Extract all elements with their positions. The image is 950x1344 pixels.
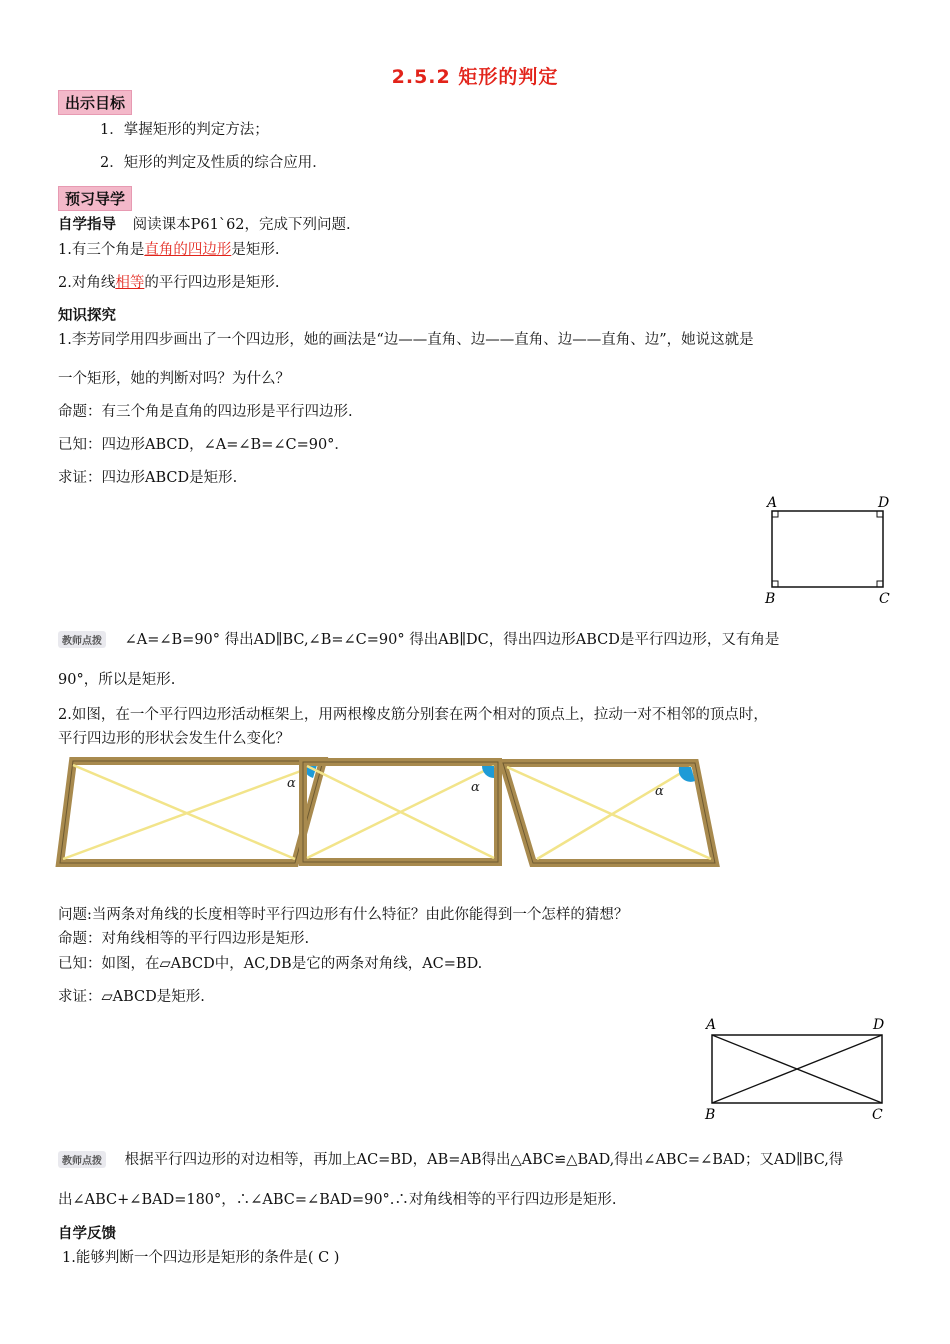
right-angle-mark-c [877, 581, 883, 587]
vertex-label-b: B [765, 591, 776, 607]
right-angle-mark-a [772, 511, 778, 517]
p2-prove: 求证：▱ABCD是矩形. [58, 989, 205, 1005]
explore-heading: 知识探究 [58, 308, 116, 324]
p1-prove: 求证：四边形ABCD是矩形. [58, 470, 238, 486]
vertex-label-a: A [767, 495, 778, 511]
self-study-text: 阅读课本P61`62，完成下列问题. [132, 217, 351, 233]
tip1-text-1: ∠A=∠B=90° 得出AD∥BC,∠B=∠C=90° 得出AB∥DC，得出四边形ABCD是平行四边形，又有角是 [124, 632, 780, 648]
vertex-label-c-2: C [872, 1107, 883, 1123]
teacher-tip-1-line1 [58, 628, 779, 649]
q2-answer: 相等 [115, 275, 145, 291]
teacher-tip-badge-2: 教师点拨 [58, 1151, 106, 1168]
p1-line1: 1.李芳同学用四步画出了一个四边形，她的画法是“边——直角、边——直角、边——直角、边”，她说这就是 [58, 332, 754, 348]
goal-item-1: 1．掌握矩形的判定方法； [100, 122, 269, 138]
frame-rectangle [303, 762, 498, 862]
angle-alpha-label-2: α [471, 780, 480, 795]
vertex-label-d-2: D [873, 1017, 885, 1033]
section-tag-preview: 预习导学 [58, 186, 132, 211]
p2-given: 已知：如图，在▱ABCD中，AC,DB是它的两条对角线，AC=BD. [58, 956, 483, 972]
p2-question: 问题:当两条对角线的长度相等时平行四边形有什么特征？由此你能得到一个怎样的猜想？ [58, 907, 629, 923]
goal-item-2: 2．矩形的判定及性质的综合应用． [100, 155, 327, 171]
preview-q2 [58, 271, 279, 292]
angle-alpha-label-3: α [655, 784, 664, 799]
teacher-tip-1-line2: 90°，所以是矩形. [58, 672, 176, 688]
section-tag-goals: 出示目标 [58, 90, 132, 115]
teacher-tip-badge: 教师点拨 [58, 631, 106, 648]
vertex-label-b-2: B [705, 1107, 716, 1123]
figure-rectangle-right-angles [755, 492, 900, 610]
frame-slanted-left [60, 761, 323, 863]
vertex-label-d: D [878, 495, 890, 511]
right-angle-mark-b [772, 581, 778, 587]
rectangle-abcd [772, 511, 883, 587]
q1-post: 是矩形. [231, 242, 280, 258]
feedback-q1: 1.能够判断一个四边形是矩形的条件是( C ) [62, 1250, 340, 1266]
p1-line2: 一个矩形，她的判断对吗？为什么？ [58, 371, 290, 387]
angle-alpha-label-1: α [287, 776, 296, 791]
q1-answer: 直角的四边形 [144, 242, 232, 258]
self-study-line [58, 213, 351, 234]
frame-slanted-right [503, 763, 715, 863]
vertex-label-c: C [879, 591, 890, 607]
q2-post: 的平行四边形是矩形. [144, 275, 280, 291]
feedback-heading: 自学反馈 [58, 1226, 116, 1242]
p1-given: 已知：四边形ABCD，∠A=∠B=∠C=90°． [58, 437, 349, 453]
teacher-tip-2-line2: 出∠ABC+∠BAD=180°，∴∠ABC=∠BAD=90°.∴对角线相等的平行四边形是矩形. [58, 1192, 617, 1208]
vertex-label-a-2: A [706, 1017, 717, 1033]
right-angle-mark-d [877, 511, 883, 517]
self-study-heading: 自学指导 [58, 217, 116, 233]
figure-parallelogram-frames [55, 755, 725, 870]
preview-q1 [58, 238, 279, 259]
figure-rectangle-diagonals [700, 1013, 900, 1125]
q1-pre: 1.有三个角是 [58, 242, 145, 258]
tip2-text-1: 根据平行四边形的对边相等，再加上AC=BD，AB=AB得出△ABC≌△BAD,得出∠ABC=∠BAD；又AD∥BC,得 [124, 1152, 844, 1168]
p2-proposition: 命题：对角线相等的平行四边形是矩形. [58, 931, 310, 947]
page-title: 2.5.2 矩形的判定 [391, 66, 559, 88]
p2-line2: 平行四边形的形状会发生什么变化？ [58, 731, 290, 747]
p1-proposition: 命题：有三个角是直角的四边形是平行四边形. [58, 404, 353, 420]
p2-line1: 2.如图，在一个平行四边形活动框架上，用两根橡皮筋分别套在两个相对的顶点上，拉动一对不相邻的顶点时， [58, 707, 768, 723]
teacher-tip-2-line1 [58, 1148, 843, 1169]
q2-pre: 2.对角线 [58, 275, 116, 291]
